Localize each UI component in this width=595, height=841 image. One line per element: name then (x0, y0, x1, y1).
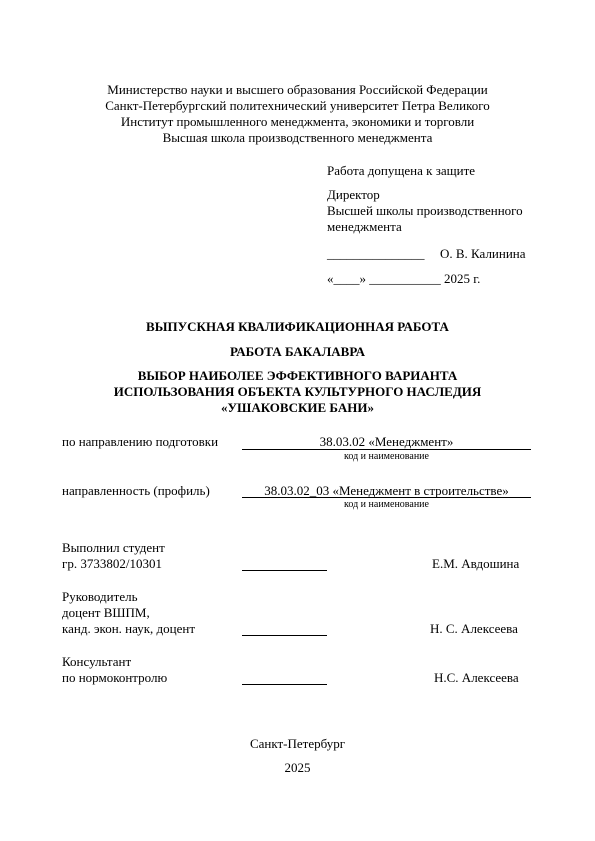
student-signature-line (242, 570, 327, 571)
consultant-area: по нормоконтролю (62, 670, 168, 685)
profile-value: 38.03.02_03 «Менеджмент в строительстве» (264, 483, 509, 498)
direction-value: 38.03.02 «Менеджмент» (319, 434, 454, 449)
supervisor-degree: канд. экон. наук, доцент (62, 621, 196, 636)
student-name: Е.М. Авдошина (432, 556, 520, 571)
profile-label: направленность (профиль) (62, 483, 210, 498)
student-group: гр. 3733802/10301 (62, 556, 162, 571)
approval-position: Директор (327, 187, 380, 202)
topic-line3: «УШАКОВСКИЕ БАНИ» (221, 400, 374, 415)
degree-heading: РАБОТА БАКАЛАВРА (230, 344, 365, 359)
supervisor-signature-line (242, 635, 327, 636)
supervisor-role: Руководитель (62, 589, 138, 604)
work-type-heading: ВЫПУСКНАЯ КВАЛИФИКАЦИОННАЯ РАБОТА (146, 319, 449, 334)
supervisor-position: доцент ВШПМ, (62, 605, 150, 620)
consultant-name: Н.С. Алексеева (434, 670, 519, 685)
director-name: О. В. Калинина (440, 246, 526, 261)
approval-date-line: «____» ___________ 2025 г. (327, 271, 481, 286)
consultant-role: Консультант (62, 654, 132, 669)
header-university: Санкт-Петербургский политехнический университет Петра Великого (105, 98, 490, 113)
direction-label: по направлению подготовки (62, 434, 219, 449)
footer-year: 2025 (284, 760, 311, 775)
director-signature-blank: _______________ (327, 246, 425, 261)
header-institute: Институт промышленного менеджмента, экономики и торговли (120, 114, 475, 129)
student-role: Выполнил студент (62, 540, 165, 555)
approval-school-line2: менеджмента (327, 219, 402, 234)
topic-line1: ВЫБОР НАИБОЛЕЕ ЭФФЕКТИВНОГО ВАРИАНТА (137, 368, 458, 383)
supervisor-name: Н. С. Алексеева (430, 621, 518, 636)
footer-city: Санкт-Петербург (249, 736, 346, 751)
direction-underline (242, 449, 531, 450)
topic-line2: ИСПОЛЬЗОВАНИЯ ОБЪЕКТА КУЛЬТУРНОГО НАСЛЕДИЯ (113, 384, 482, 399)
direction-hint: код и наименование (344, 451, 429, 462)
consultant-signature-line (242, 684, 327, 685)
profile-underline (242, 497, 531, 498)
profile-hint: код и наименование (344, 499, 429, 510)
approval-school-line1: Высшей школы производственного (327, 203, 523, 218)
header-ministry: Министерство науки и высшего образования Российской Федерации (107, 82, 488, 97)
approval-admitted: Работа допущена к защите (327, 163, 476, 178)
header-school: Высшая школа производственного менеджмента (162, 130, 433, 145)
